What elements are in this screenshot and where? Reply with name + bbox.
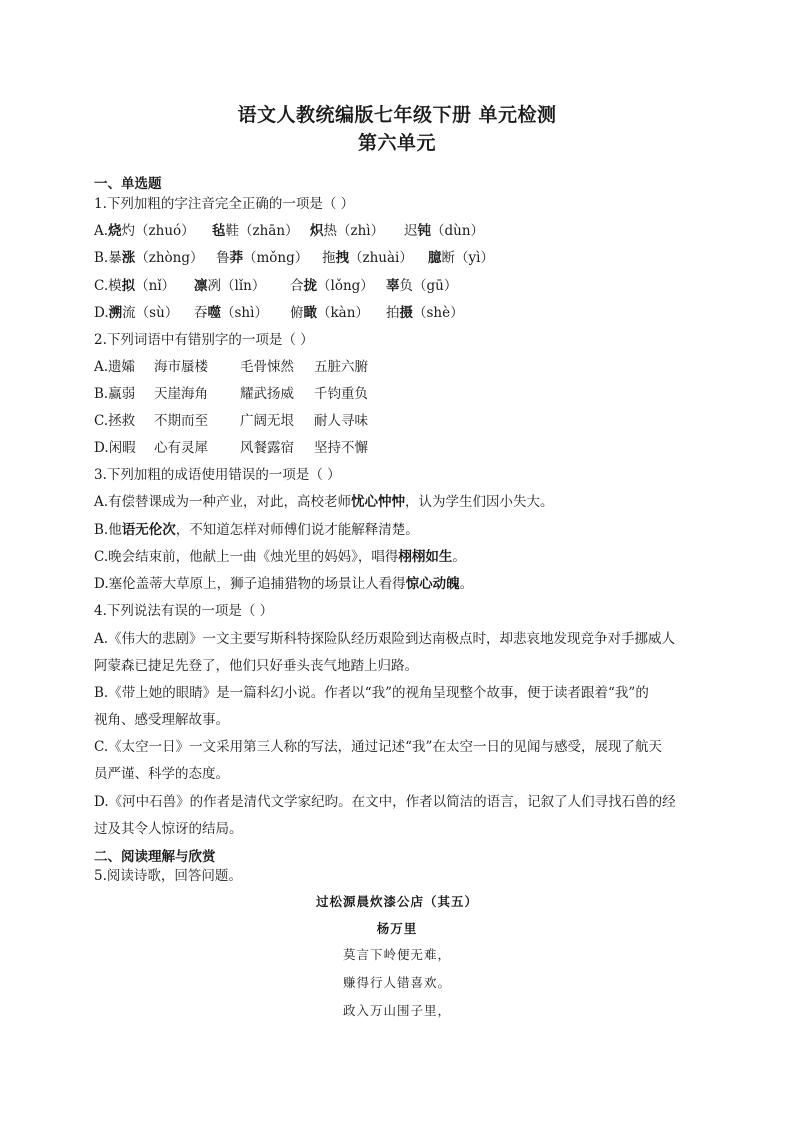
question-4-text-line: 视角、感受理解故事。 [94,712,229,728]
poem-author: 杨万里 [376,921,418,936]
word-item: B.赢弱 [94,386,136,402]
question-4-text-line: B.《带上她的眼睛》是一篇科幻小说。作者以“我”的视角呈现整个故事，便于读者跟着“我”的 [94,685,649,701]
question-1-option-a [94,219,484,239]
question-4-text-line: C.《太空一日》一文采用第三人称的写法，通过记述“我”在太空一日的见闻与感受，展现了航天 [94,739,662,755]
question-1-option-c [94,274,457,294]
option-item: 辜负（gū） [386,278,458,294]
question-3-option-c: C.晚会结束前，他献上一曲《烛光里的妈妈》，唱得栩栩如生。 [94,549,466,565]
question-1-option-b [94,246,494,266]
word-item: 耐人寻味 [314,413,368,429]
option-item: 毡鞋（zhān） [212,223,299,239]
option-item: 吞噬（shì） [194,305,268,321]
option-item: 合拢（lǒng） [290,278,374,294]
option-item: 俯瞰（kàn） [290,305,369,321]
section-heading-reading: 二、阅读理解与欣赏 [94,849,216,865]
question-2-option-c [94,409,368,429]
question-4-stem: 4.下列说法有误的一项是（ ） [94,603,274,619]
question-2-stem: 2.下列词语中有错别字的一项是（ ） [94,332,314,348]
option-item: 鲁莽（mǒng） [216,250,309,266]
question-3-stem: 3.下列加粗的成语使用错误的一项是（ ） [94,467,341,483]
option-item: 拖拽（zhuài） [322,250,413,266]
question-1-stem: 1.下列加粗的字注音完全正确的一项是（ ） [94,196,355,212]
question-1-option-d [94,301,464,321]
option-item: 凛冽（lǐn） [194,278,266,294]
word-item: 心有灵犀 [154,440,208,456]
word-item: 海市蜃楼 [154,359,208,375]
option-item: C.模拟（nǐ） [94,278,176,294]
option-item: 迟钝（dùn） [404,223,485,239]
poem-line: 莫言下岭便无难， [342,947,451,962]
question-4-text-line: A.《伟大的悲剧》一文主要写斯科特探险队经历艰险到达南极点时，却悲哀地发现竞争对手挪威人 [94,631,676,647]
question-2-option-a [94,355,368,375]
word-item: 千钧重负 [314,386,368,402]
word-item: 毛骨悚然 [240,359,294,375]
option-item: D.溯流（sù） [94,305,179,321]
question-3-option-b: B.他语无伦次，不知道怎样对师傅们说才能解释清楚。 [94,522,419,538]
poem-line: 政入万山围子里， [342,1003,451,1018]
word-item: 风餐露宿 [240,440,294,456]
word-item: A.遗孀 [94,359,136,375]
question-5-stem: 5.阅读诗歌，回答问题。 [94,868,242,884]
option-item: 拍摄（shè） [386,305,464,321]
question-2-option-b [94,382,368,402]
poem-line: 赚得行人错喜欢。 [342,975,451,990]
option-item: B.暴涨（zhòng） [94,250,204,266]
question-4-text-line: 过及其令人惊讶的结局。 [94,821,243,837]
option-item: 炽热（zhì） [310,223,385,239]
word-item: C.拯救 [94,413,136,429]
poem-title: 过松源晨炊漆公店（其五） [315,894,478,909]
word-item: D.闲暇 [94,440,136,456]
option-item: A.烧灼（zhuó） [94,223,195,239]
option-item: 臆断（yì） [428,250,494,266]
word-item: 天崖海角 [154,386,208,402]
word-item: 耀武扬威 [240,386,294,402]
word-item: 五脏六腑 [314,359,368,375]
document-subtitle: 第六单元 [357,132,436,154]
question-4-text-line: 员严谨、科学的态度。 [94,766,229,782]
word-item: 广阔无垠 [240,413,294,429]
question-2-option-d [94,436,368,456]
question-4-text-line: 阿蒙森已捷足先登了，他们只好垂头丧气地踏上归路。 [94,658,418,674]
question-3-option-d: D.塞伦盖蒂大草原上，狮子追捕猎物的场景让人看得惊心动魄。 [94,576,474,592]
word-item: 不期而至 [154,413,208,429]
question-3-option-a: A.有偿替课成为一种产业，对此，高校老师忧心忡忡，认为学生们因小失大。 [94,494,554,510]
document-title: 语文人教统编版七年级下册 单元检测 [237,104,557,126]
question-4-text-line: D.《河中石兽》的作者是清代文学家纪昀。在文中，作者以简洁的语言，记叙了人们寻找石兽的经 [94,794,676,810]
word-item: 坚持不懈 [314,440,368,456]
section-heading-single-choice: 一、单选题 [94,176,162,192]
